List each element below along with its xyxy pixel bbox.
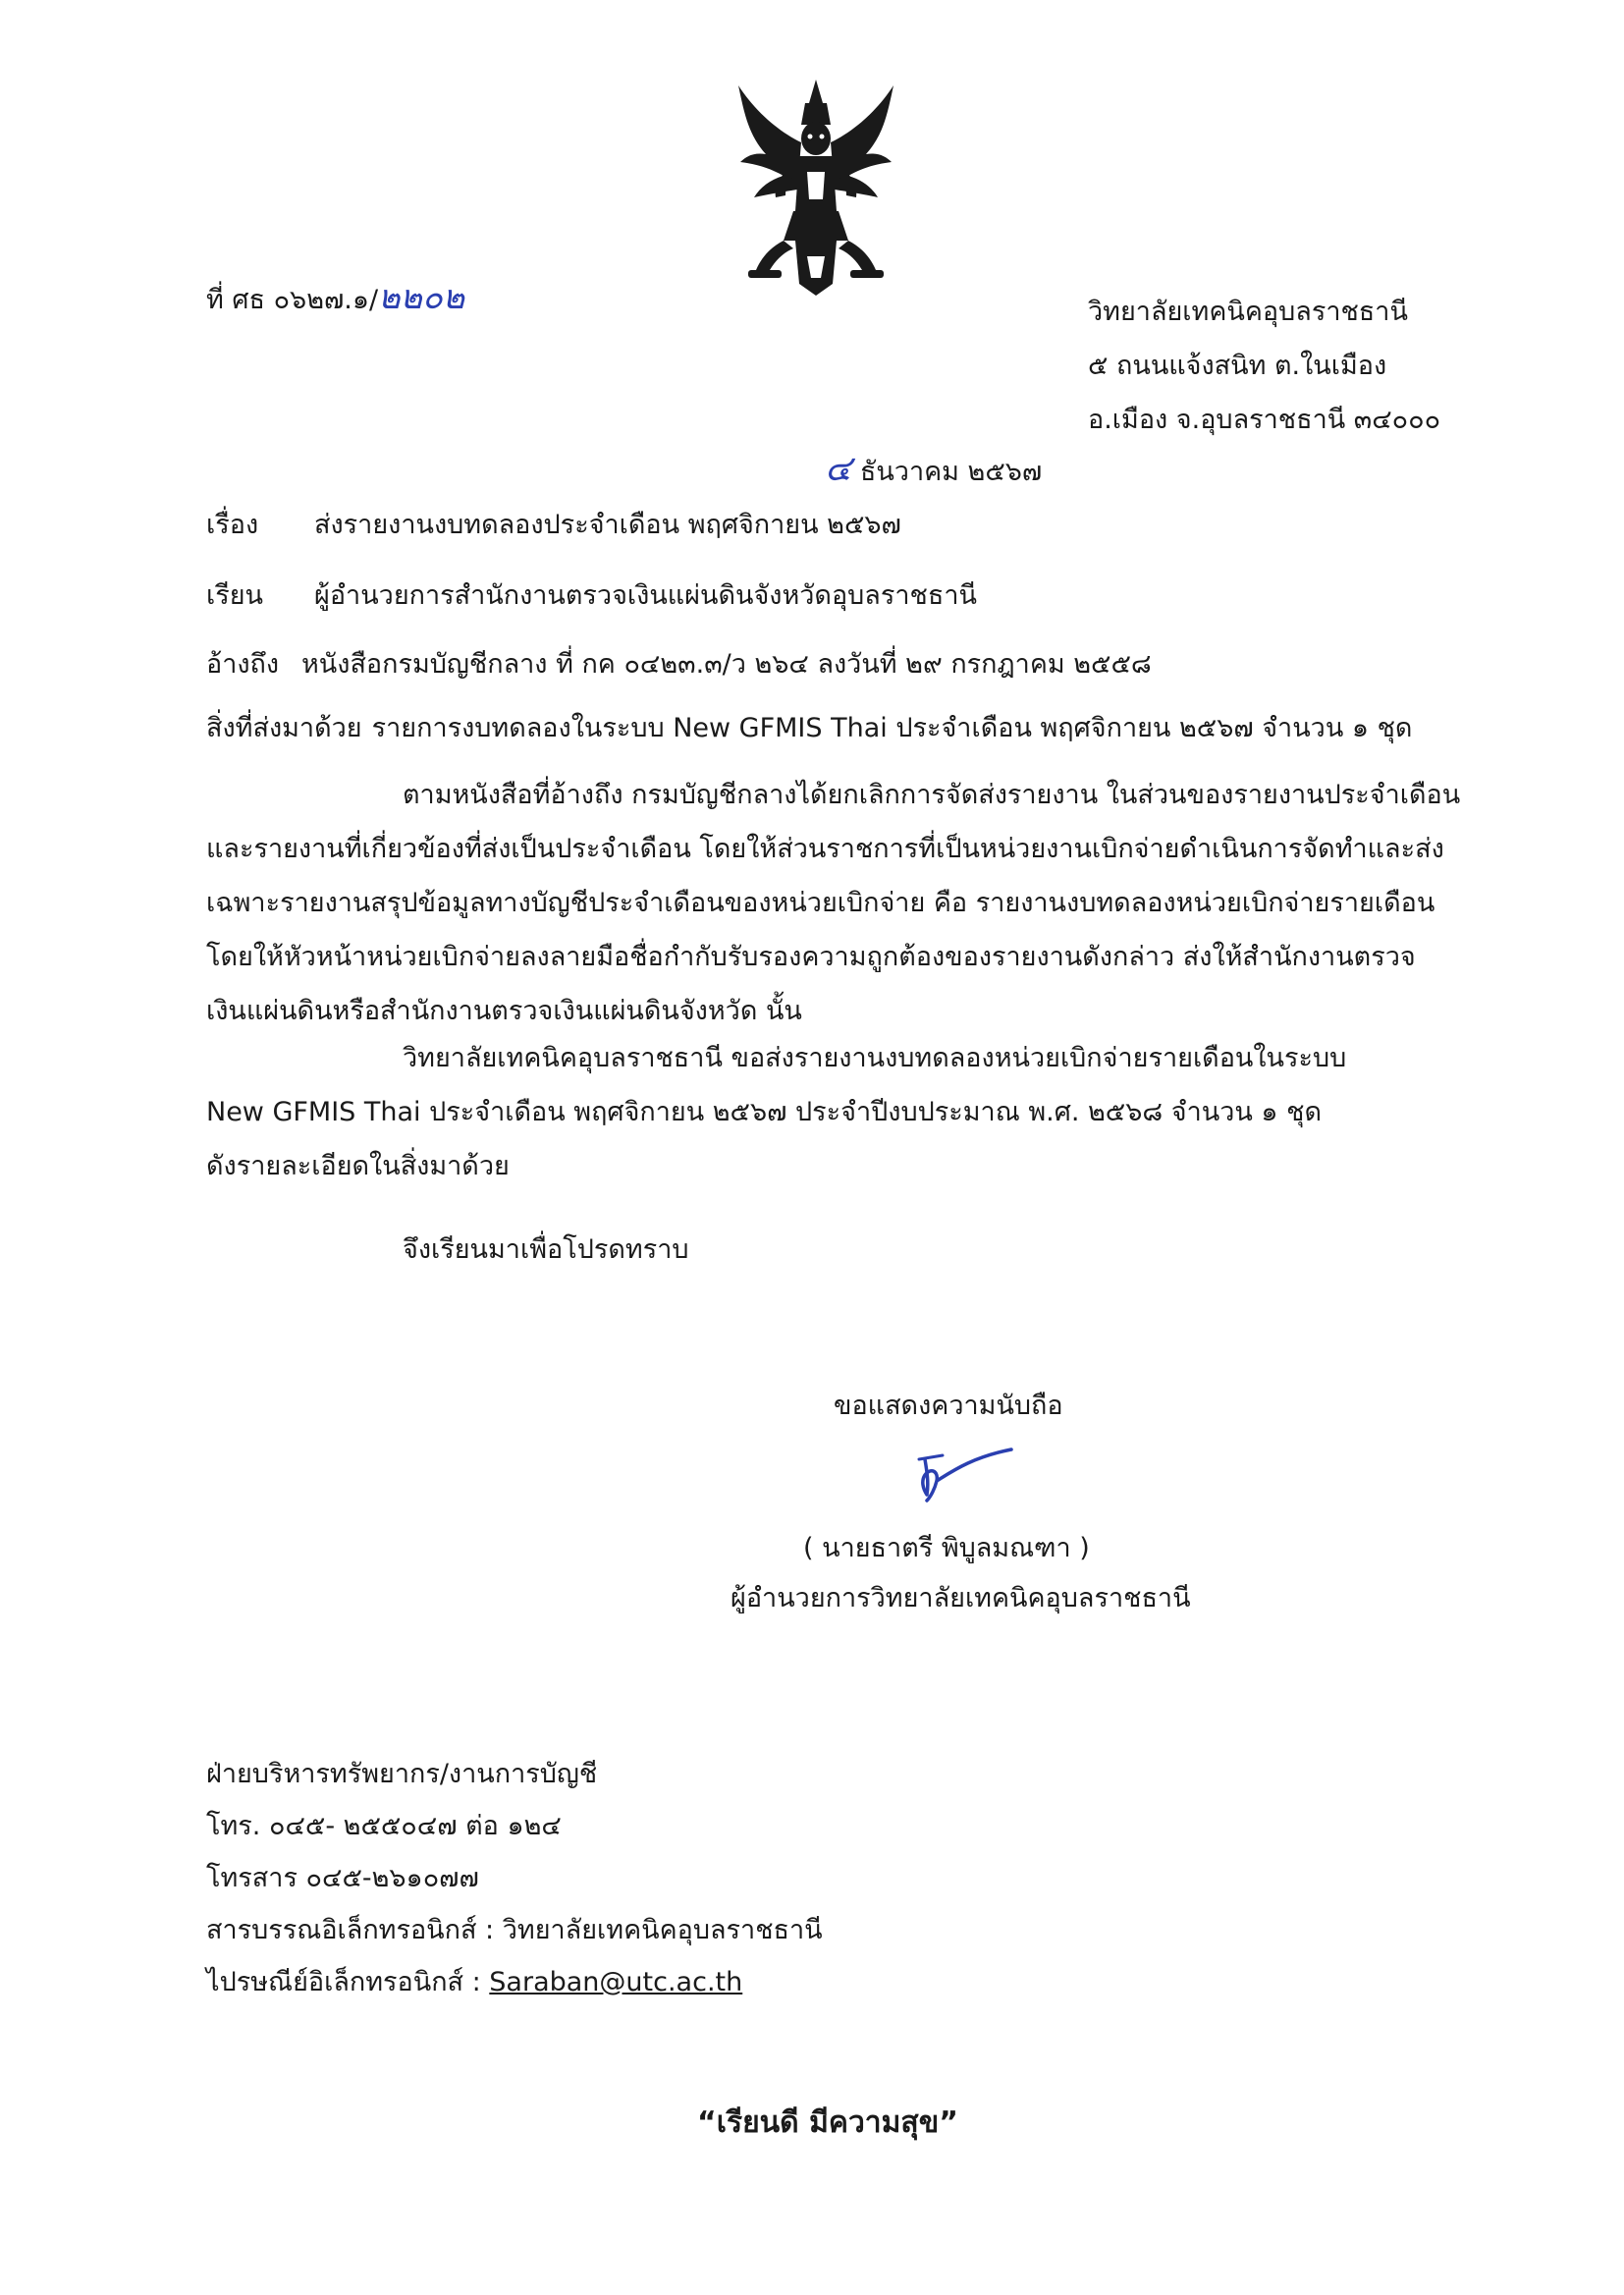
body-paragraph-2 xyxy=(206,1031,1473,1193)
paragraph-line: และรายงานที่เกี่ยวข้องที่ส่งเป็นประจำเดือน โดยให้ส่วนราชการที่เป็นหน่วยงานเบิกจ่ายดำเนินการจัดทำและส่ง xyxy=(206,834,1444,864)
handwritten-signature-icon xyxy=(913,1432,1021,1510)
paragraph-line: เฉพาะรายงานสรุปข้อมูลทางบัญชีประจำเดือนของหน่วยเบิกจ่าย คือ รายงานงบทดลองหน่วยเบิกจ่ายรายเดือน xyxy=(206,888,1435,918)
e-document-value: วิทยาลัยเทคนิคอุบลราชธานี xyxy=(502,1915,823,1945)
closing-salutation: ขอแสดงความนับถือ xyxy=(834,1391,1063,1421)
college-motto: “เรียนดี มีความสุข” xyxy=(697,2105,958,2140)
recipient-text: ผู้อำนวยการสำนักงานตรวจเงินแผ่นดินจังหวัดอุบลราชธานี xyxy=(314,580,977,611)
body-paragraph-3 xyxy=(206,1223,1473,1277)
reference-text: หนังสือกรมบัญชีกลาง ที่ กค ๐๔๒๓.๓/ว ๒๖๔ ลงวันที่ ๒๙ กรกฎาคม ๒๕๕๘ xyxy=(301,649,1152,680)
e-document-line xyxy=(206,1904,823,1956)
contact-footer xyxy=(206,1748,823,2008)
enclosure-line xyxy=(206,712,1412,745)
fax: โทรสาร ๐๔๕-๒๖๑๐๗๗ xyxy=(206,1863,479,1893)
recipient-line xyxy=(206,579,977,613)
paragraph-line: จึงเรียนมาเพื่อโปรดทราบ xyxy=(403,1234,689,1265)
email-line xyxy=(206,1956,823,2008)
reference-label: อ้างถึง xyxy=(206,649,280,680)
e-document-label: สารบรรณอิเล็กทรอนิกส์ : xyxy=(206,1915,503,1945)
paragraph-line: New GFMIS Thai ประจำเดือน พฤศจิกายน ๒๕๖๗ ประจำปีงบประมาณ พ.ศ. ๒๕๖๘ จำนวน ๑ ชุด xyxy=(206,1097,1323,1127)
paragraph-line: ตามหนังสือที่อ้างถึง กรมบัญชีกลางได้ยกเลิกการจัดส่งรายงาน ในส่วนของรายงานประจำเดือน xyxy=(403,780,1461,810)
phone: โทร. ๐๔๕- ๒๕๕๐๔๗ ต่อ ๑๒๔ xyxy=(206,1811,562,1841)
paragraph-line: วิทยาลัยเทคนิคอุบลราชธานี ขอส่งรายงานงบทดลองหน่วยเบิกจ่ายรายเดือนในระบบ xyxy=(403,1043,1347,1073)
document-number-prefix: ที่ ศธ ๐๖๒๗.๑/ xyxy=(206,285,379,315)
reference-line xyxy=(206,648,1152,682)
email-label: ไปรษณีย์อิเล็กทรอนิกส์ : xyxy=(206,1967,490,1997)
signer-name: ( นายธาตรี พิบูลมณฑา ) xyxy=(803,1533,1090,1563)
document-number-handwritten: ๒๒๐๒ xyxy=(378,278,465,317)
signer-position: ผู้อำนวยการวิทยาลัยเทคนิคอุบลราชธานี xyxy=(731,1583,1191,1613)
date-month-year: ธันวาคม ๒๕๖๗ xyxy=(859,457,1043,487)
sender-address xyxy=(1088,285,1440,447)
paragraph-line: โดยให้หัวหน้าหน่วยเบิกจ่ายลงลายมือชื่อกำกับรับรองความถูกต้องของรายงานดังกล่าว ส่งให้สำนักงานตรวจ xyxy=(206,942,1416,972)
document-number xyxy=(206,277,464,319)
enclosure-text: รายการงบทดลองในระบบ New GFMIS Thai ประจำเดือน พฤศจิกายน ๒๕๖๗ จำนวน ๑ ชุด xyxy=(371,713,1413,743)
letter-date xyxy=(825,447,1042,491)
subject-text: ส่งรายงานงบทดลองประจำเดือน พฤศจิกายน ๒๕๖๗ xyxy=(314,510,901,540)
address-line: ๕ ถนนแจ้งสนิท ต.ในเมือง xyxy=(1088,351,1387,381)
subject-line xyxy=(206,509,901,542)
address-line: อ.เมือง จ.อุบลราชธานี ๓๔๐๐๐ xyxy=(1088,405,1441,435)
subject-label: เรื่อง xyxy=(206,510,259,540)
garuda-emblem-icon xyxy=(727,74,905,301)
address-line: วิทยาลัยเทคนิคอุบลราชธานี xyxy=(1088,297,1408,327)
paragraph-line: ดังรายละเอียดในสิ่งมาด้วย xyxy=(206,1151,510,1181)
date-day-handwritten: ๔ xyxy=(825,449,852,489)
enclosure-label: สิ่งที่ส่งมาด้วย xyxy=(206,713,362,743)
paragraph-line: เงินแผ่นดินหรือสำนักงานตรวจเงินแผ่นดินจังหวัด นั้น xyxy=(206,996,802,1026)
body-paragraph-1 xyxy=(206,768,1473,1038)
department: ฝ่ายบริหารทรัพยากร/งานการบัญชี xyxy=(206,1759,598,1789)
email-link[interactable]: Saraban@utc.ac.th xyxy=(489,1967,743,1997)
recipient-label: เรียน xyxy=(206,580,264,611)
